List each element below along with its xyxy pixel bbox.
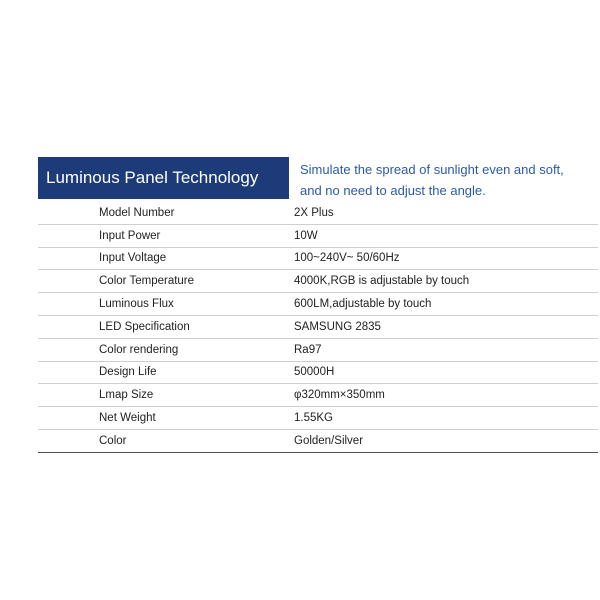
spec-header xyxy=(38,157,598,199)
table-row xyxy=(38,202,598,224)
spec-value: 1.55KG xyxy=(281,407,598,430)
spec-label: Design Life xyxy=(38,361,281,384)
table-row xyxy=(38,361,598,384)
table-row xyxy=(38,429,598,452)
spec-value: 2X Plus xyxy=(281,202,598,224)
tagline-line-1: Simulate the spread of sunlight even and soft, xyxy=(300,162,564,177)
spec-table xyxy=(38,202,598,453)
table-row xyxy=(38,293,598,316)
spec-value: 10W xyxy=(281,224,598,247)
spec-value: 4000K,RGB is adjustable by touch xyxy=(281,270,598,293)
table-row xyxy=(38,407,598,430)
table-row xyxy=(38,315,598,338)
spec-value: SAMSUNG 2835 xyxy=(281,315,598,338)
spec-label: LED Specification xyxy=(38,315,281,338)
spec-label: Input Voltage xyxy=(38,247,281,270)
spec-value: 600LM,adjustable by touch xyxy=(281,293,598,316)
spec-value: Golden/Silver xyxy=(281,429,598,452)
table-row xyxy=(38,338,598,361)
table-row xyxy=(38,247,598,270)
spec-value: Ra97 xyxy=(281,338,598,361)
section-title: Luminous Panel Technology xyxy=(38,157,289,199)
spec-label: Input Power xyxy=(38,224,281,247)
spec-label: Color Temperature xyxy=(38,270,281,293)
tagline xyxy=(300,159,600,201)
spec-value: 100~240V~ 50/60Hz xyxy=(281,247,598,270)
spec-label: Lmap Size xyxy=(38,384,281,407)
spec-value: φ320mm×350mm xyxy=(281,384,598,407)
spec-label: Net Weight xyxy=(38,407,281,430)
spec-label: Color xyxy=(38,429,281,452)
tagline-line-2: and no need to adjust the angle. xyxy=(300,183,486,198)
spec-label: Model Number xyxy=(38,202,281,224)
table-row xyxy=(38,270,598,293)
spec-value: 50000H xyxy=(281,361,598,384)
table-row xyxy=(38,384,598,407)
spec-label: Color rendering xyxy=(38,338,281,361)
table-row xyxy=(38,224,598,247)
spec-label: Luminous Flux xyxy=(38,293,281,316)
